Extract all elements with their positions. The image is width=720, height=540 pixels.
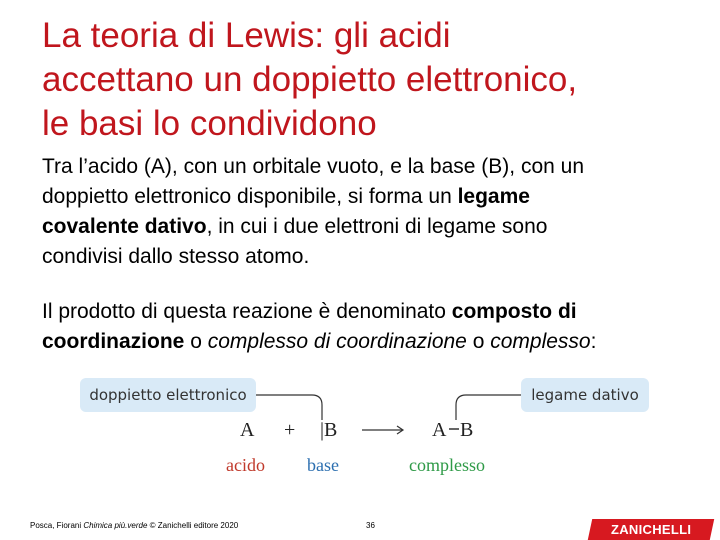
label-base: base <box>307 455 339 475</box>
separator-o-1: o <box>184 330 208 353</box>
product-symbol-b: B <box>460 419 474 441</box>
term-coordinazione: coordinazione <box>42 330 185 353</box>
term-legame: legame <box>457 185 530 208</box>
paragraph1-line-1: Tra l’acido (A), con un orbitale vuoto, e la base (B), con un <box>42 155 585 178</box>
separator-o-2: o <box>466 330 491 353</box>
footer-book-title: Chimica più.verde <box>83 521 148 530</box>
label-box-doppietto-elettronico: doppietto elettronico <box>80 378 256 412</box>
slide-title <box>42 14 702 146</box>
label-complesso: complesso <box>409 455 485 475</box>
paragraph-coordination <box>42 297 702 357</box>
paragraph1-line-2 <box>42 182 702 212</box>
acid-symbol: A <box>240 419 255 441</box>
paragraph2-line-1-text: Il prodotto di questa reazione è denominato <box>42 300 452 323</box>
title-line-2: accettano un doppietto elettronico, <box>42 60 578 99</box>
colon: : <box>590 330 597 353</box>
paragraph1-line-2-text: doppietto elettronico disponibile, si forma un <box>42 185 458 208</box>
zanichelli-logo <box>588 519 714 540</box>
term-complesso-di-coordinazione: complesso di coordinazione <box>207 330 467 353</box>
title-line-1: La teoria di Lewis: gli acidi <box>42 16 451 55</box>
footer-credit-suffix: © Zanichelli editore 2020 <box>147 521 239 530</box>
paragraph2-line-2 <box>42 327 702 357</box>
paragraph2-line-1 <box>42 297 702 327</box>
logo-text: ZANICHELLI <box>610 522 692 537</box>
label-acido: acido <box>226 455 265 475</box>
lewis-reaction-diagram <box>0 370 720 490</box>
paragraph1-line-3 <box>42 212 702 242</box>
paragraph1-line-4: condivisi dallo stesso atomo. <box>42 245 310 268</box>
term-covalente-dativo: covalente dativo <box>42 215 207 238</box>
product-symbol-a: A <box>432 419 447 441</box>
connector-right <box>456 395 521 420</box>
label-box-legame-dativo: legame dativo <box>521 378 649 412</box>
plus-sign: + <box>284 419 296 441</box>
footer-credit <box>30 521 238 530</box>
term-composto-di: composto di <box>451 300 577 323</box>
term-complesso: complesso <box>490 330 591 353</box>
paragraph-lewis-bond <box>42 152 702 272</box>
paragraph1-line-3-text: , in cui i due elettroni di legame sono <box>206 215 548 238</box>
footer-credit-prefix: Posca, Fiorani <box>30 521 84 530</box>
base-symbol: |B <box>320 419 338 441</box>
connector-lines <box>0 370 720 490</box>
title-line-3: le basi lo condividono <box>42 104 377 143</box>
page-number: 36 <box>366 521 375 530</box>
connector-left <box>256 395 322 420</box>
